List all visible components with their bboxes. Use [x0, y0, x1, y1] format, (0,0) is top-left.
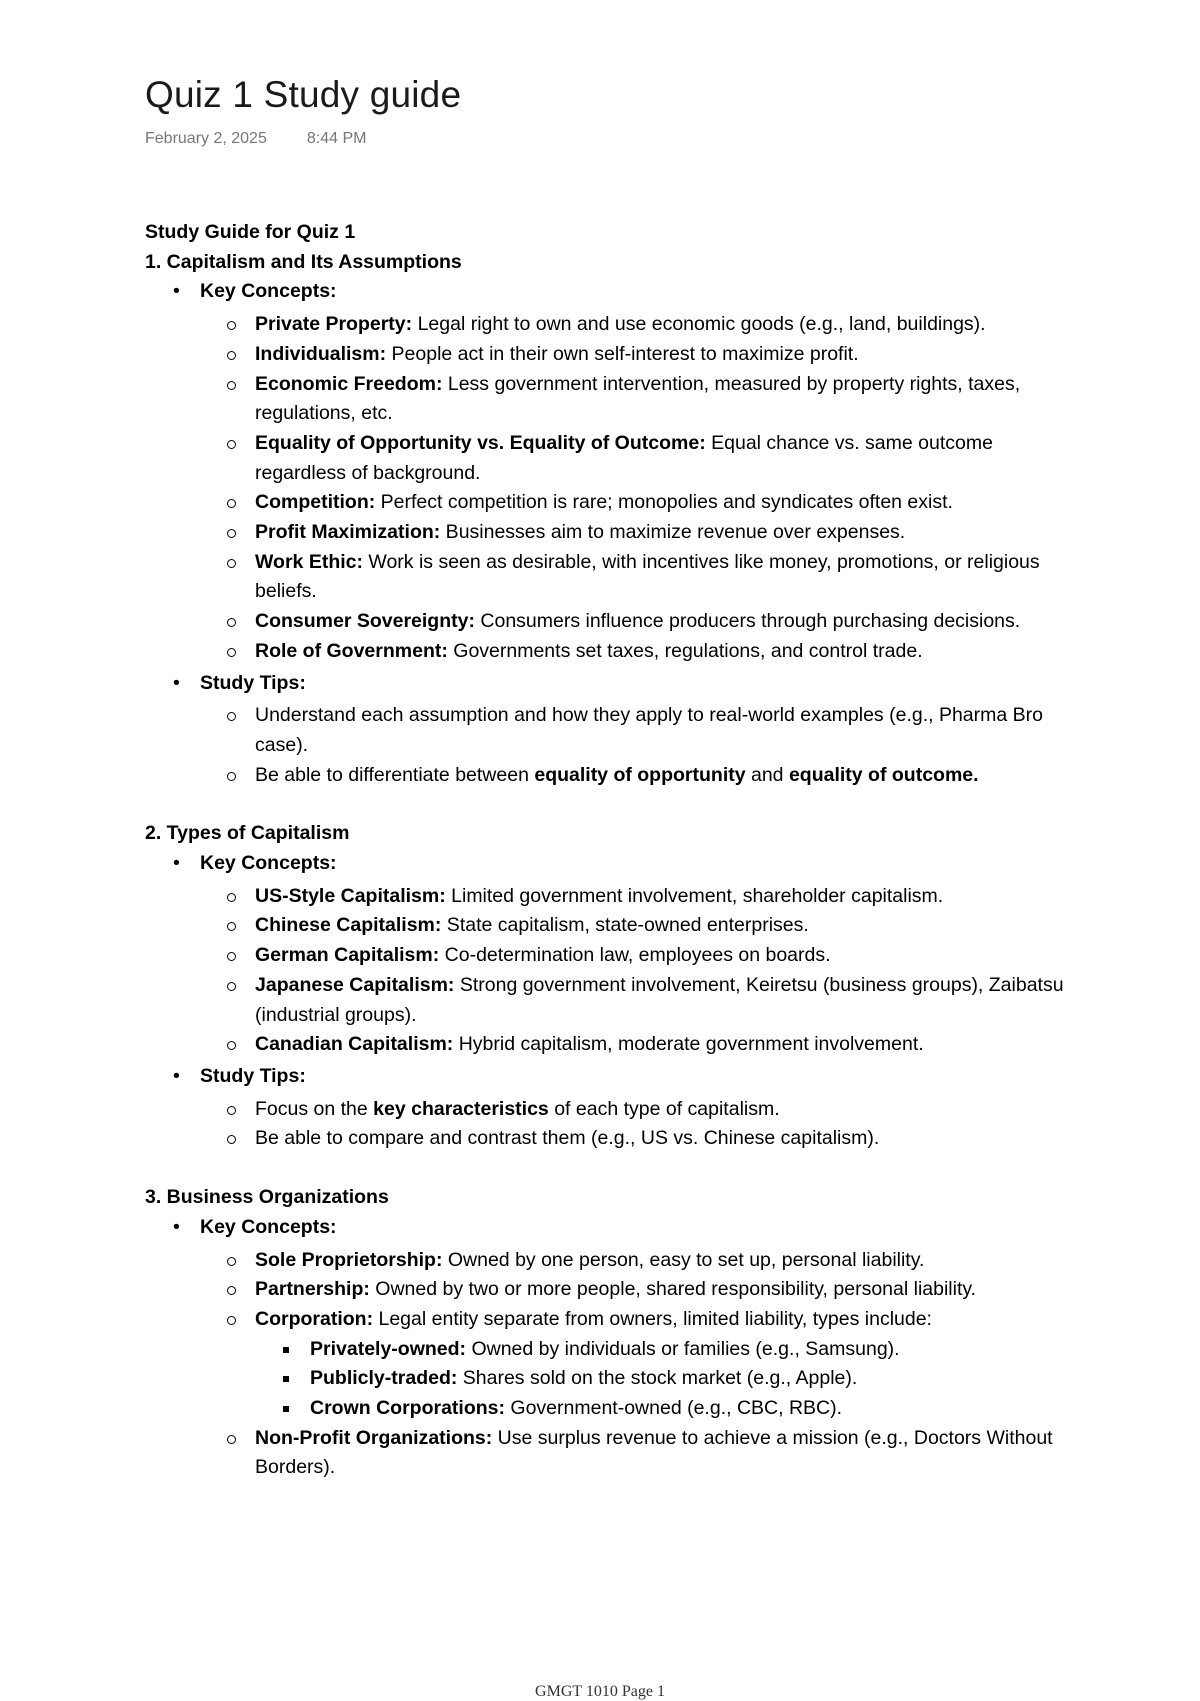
list-item [200, 518, 1085, 548]
concept-term: Role of Government: [255, 639, 448, 662]
concept-text: Owned by two or more people, shared responsibility, personal liability. [369, 1278, 977, 1301]
study-tips-label: • Study Tips: [200, 669, 1085, 699]
page-footer: GMGT 1010 Page 1 [535, 1683, 665, 1700]
concept-term: German Capitalism: [255, 944, 440, 967]
tip-emphasis: equality of opportunity [534, 763, 746, 786]
concept-term: Profit Maximization: [255, 521, 441, 544]
note-body [145, 218, 1085, 1483]
page-timestamp [145, 130, 366, 148]
concept-term: Partnership: [255, 1278, 370, 1301]
tip-text: and [745, 763, 789, 786]
concept-text: Co-determination law, employees on boards. [439, 944, 831, 967]
concept-term: Privately-owned: [310, 1337, 467, 1360]
concept-term: Individualism: [255, 342, 387, 365]
doc-heading: Study Guide for Quiz 1 [145, 221, 356, 243]
list-item [200, 607, 1085, 637]
concept-text: Use surplus revenue to achieve a mission (e.g., Doctors Without Borders). [255, 1426, 1053, 1479]
section-list [145, 849, 1085, 1154]
key-concepts-label: • Key Concepts: [200, 1213, 1085, 1243]
page-date: February 2, 2025 [145, 130, 267, 147]
tip-emphasis: equality of outcome [788, 763, 974, 786]
tips-list [200, 1095, 1085, 1154]
tip-text: Focus on the [255, 1097, 374, 1120]
list-item: Understand each assumption and how they apply to real-world examples (e.g., Pharma Bro case). [200, 701, 1085, 760]
section-title: 3. Business Organizations [145, 1186, 389, 1209]
list-item [200, 637, 1085, 667]
concept-list [200, 310, 1085, 666]
list-item [255, 1394, 1085, 1424]
concept-term: Canadian Capitalism: [255, 1033, 454, 1056]
list-item [200, 429, 1085, 488]
concept-text: Work is seen as desirable, with incentives like money, promotions, or religious beliefs. [255, 550, 1040, 603]
key-concepts-label: • Key Concepts: [200, 277, 1085, 307]
concept-list [200, 882, 1085, 1060]
concept-term: US-Style Capitalism: [255, 884, 446, 907]
concept-text: Owned by one person, easy to set up, personal liability. [442, 1248, 925, 1271]
key-concepts-label: • Key Concepts: [200, 849, 1085, 879]
section-list [145, 1213, 1085, 1483]
list-item [200, 941, 1085, 971]
concept-term: Private Property: [255, 313, 413, 336]
concept-term: Crown Corporations: [310, 1397, 505, 1420]
concept-list [200, 1246, 1085, 1484]
list-item [200, 310, 1085, 340]
concept-text: Consumers influence producers through purchasing decisions. [474, 610, 1021, 633]
concept-text: Government-owned (e.g., CBC, RBC). [505, 1397, 843, 1420]
concept-text: Perfect competition is rare; monopolies and syndicates often exist. [375, 491, 953, 514]
concept-term: Japanese Capitalism: [255, 973, 455, 996]
list-item [255, 1335, 1085, 1365]
concept-text: Less government intervention, measured by property rights, taxes, regulations, etc. [255, 372, 1021, 425]
concept-text: Shares sold on the stock market (e.g., Apple). [457, 1367, 858, 1390]
concept-term: Work Ethic: [255, 550, 363, 573]
list-item [200, 1275, 1085, 1305]
key-concepts-item [145, 849, 1085, 1060]
tip-emphasis: key characteristics [373, 1097, 549, 1120]
concept-text: Governments set taxes, regulations, and control trade. [447, 639, 923, 662]
list-item [200, 1095, 1085, 1125]
concept-text: Strong government involvement, Keiretsu (business groups), Zaibatsu (industrial groups). [255, 973, 1064, 1026]
study-tips-item [145, 669, 1085, 791]
tip-text: Be able to differentiate between [255, 763, 535, 786]
concept-text: Legal right to own and use economic goods (e.g., land, buildings). [412, 313, 986, 336]
section-title: 2. Types of Capitalism [145, 822, 350, 845]
list-item [255, 1364, 1085, 1394]
concept-term: Equality of Opportunity vs. Equality of Outcome: [255, 431, 706, 454]
study-tips-item [145, 1062, 1085, 1154]
tip-text: of each type of capitalism. [548, 1097, 780, 1120]
concept-term: Corporation: [255, 1307, 374, 1330]
list-item [200, 882, 1085, 912]
concept-term: Publicly-traded: [310, 1367, 458, 1390]
concept-text: Limited government involvement, shareholder capitalism. [445, 884, 944, 907]
concept-term: Economic Freedom: [255, 372, 443, 395]
concept-term: Non-Profit Organizations: [255, 1426, 493, 1449]
concept-text: Hybrid capitalism, moderate government involvement. [453, 1033, 924, 1056]
list-item [200, 971, 1085, 1030]
concept-term: Competition: [255, 491, 376, 514]
list-item [200, 761, 1085, 791]
concept-text: Businesses aim to maximize revenue over expenses. [440, 521, 906, 544]
tips-list [200, 701, 1085, 790]
list-item [200, 1246, 1085, 1276]
list-item [200, 1030, 1085, 1060]
list-item [200, 370, 1085, 429]
concept-term: Sole Proprietorship: [255, 1248, 443, 1271]
page-title: Quiz 1 Study guide [145, 74, 462, 115]
concept-text: Owned by individuals or families (e.g., Samsung). [466, 1337, 900, 1360]
key-concepts-item [145, 277, 1085, 666]
concept-text: People act in their own self-interest to maximize profit. [386, 342, 859, 365]
concept-term: Consumer Sovereignty: [255, 610, 475, 633]
key-concepts-item [145, 1213, 1085, 1483]
list-item: Be able to compare and contrast them (e.g., US vs. Chinese capitalism). [200, 1124, 1085, 1154]
tip-text: . [973, 763, 979, 786]
concept-text: State capitalism, state-owned enterprises. [441, 914, 809, 937]
concept-text: Legal entity separate from owners, limited liability, types include: [373, 1307, 932, 1330]
section-capitalism-assumptions [145, 248, 1085, 791]
list-item [200, 340, 1085, 370]
list-item [200, 1424, 1085, 1483]
section-types-of-capitalism [145, 819, 1085, 1154]
section-list [145, 277, 1085, 790]
list-item [200, 1305, 1085, 1424]
page-time: 8:44 PM [306, 130, 367, 147]
section-title: 1. Capitalism and Its Assumptions [145, 250, 462, 273]
list-item [200, 488, 1085, 518]
list-item [200, 911, 1085, 941]
concept-term: Chinese Capitalism: [255, 914, 442, 937]
corporation-types-list [255, 1335, 1085, 1424]
study-tips-label: • Study Tips: [200, 1062, 1085, 1092]
section-business-organizations [145, 1183, 1085, 1483]
concept-text: Equal chance vs. same outcome regardless of background. [255, 431, 993, 484]
list-item [200, 548, 1085, 607]
